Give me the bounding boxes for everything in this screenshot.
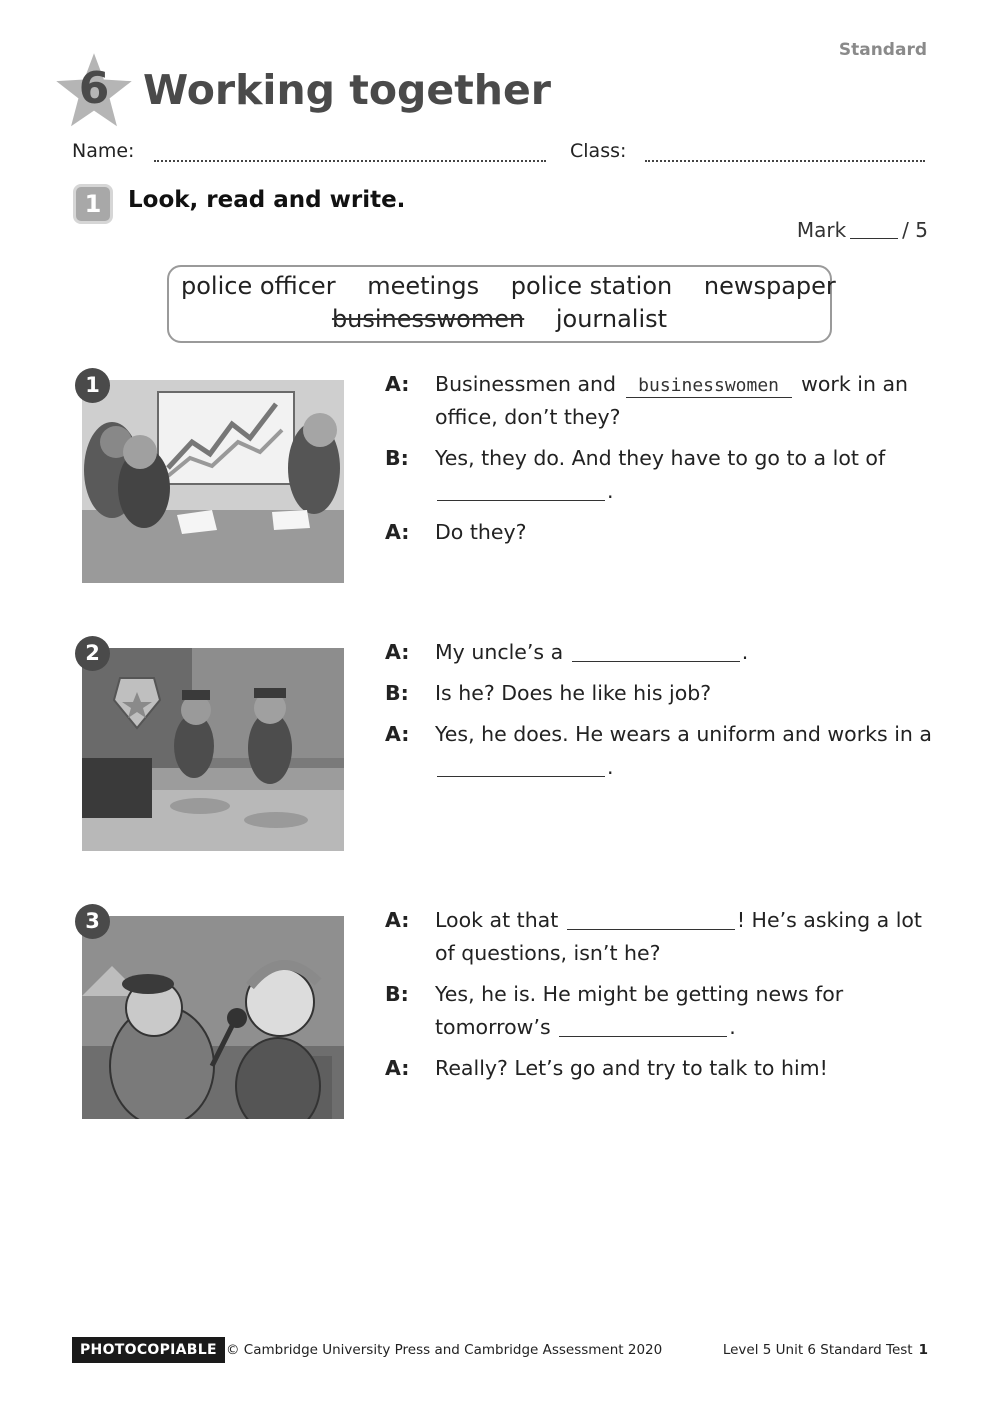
name-class-row xyxy=(72,140,928,166)
answer-blank[interactable] xyxy=(437,479,605,501)
name-field[interactable] xyxy=(154,160,546,162)
line-text: Yes, they do. And they have to go to a lot of xyxy=(435,446,886,470)
word-bank-row-1 xyxy=(169,272,836,300)
dialog-line xyxy=(385,1052,935,1085)
speaker-label: B: xyxy=(385,681,409,705)
exercise-item-3 xyxy=(75,904,935,1124)
line-text: . xyxy=(741,640,749,664)
line-text: . xyxy=(607,479,614,503)
dialog-line xyxy=(385,677,935,710)
level-label: Standard xyxy=(838,40,927,60)
name-label: Name: xyxy=(72,140,135,162)
mark-field[interactable] xyxy=(850,238,898,239)
page-title: Working together xyxy=(143,66,552,114)
test-label xyxy=(723,1342,928,1358)
line-text: Is he? Does he like his job? xyxy=(435,681,712,705)
answer-blank[interactable] xyxy=(437,755,605,777)
police-officers-picture xyxy=(82,648,344,851)
line-text: Yes, he is. He might be getting news for tomorrow’s xyxy=(435,982,844,1039)
item-number-badge: 3 xyxy=(75,904,110,939)
word-bank xyxy=(167,265,836,343)
speaker-label: B: xyxy=(385,446,409,470)
dialog-line xyxy=(385,368,935,434)
dialog-line xyxy=(385,718,935,784)
footer xyxy=(72,1337,928,1365)
speaker-label: A: xyxy=(385,640,410,664)
answer-blank[interactable] xyxy=(559,1015,727,1037)
item-number-badge: 2 xyxy=(75,636,110,671)
line-text: . xyxy=(729,1015,736,1039)
word-bank-item: newspaper xyxy=(703,272,836,300)
test-name: Level 5 Unit 6 Standard Test xyxy=(722,1342,913,1358)
answer-blank[interactable] xyxy=(567,908,735,930)
speaker-label: A: xyxy=(385,520,410,544)
unit-number: 6 xyxy=(78,63,110,114)
word-bank-item-used: businesswomen xyxy=(331,305,525,333)
speaker-label: A: xyxy=(385,1056,410,1080)
mark-total: / 5 xyxy=(902,218,928,242)
answer-blank-filled[interactable]: businesswomen xyxy=(626,375,792,398)
exercise-item-2 xyxy=(75,636,935,856)
speaker-label: A: xyxy=(385,372,410,396)
line-text: Yes, he does. He wears a uniform and works in a xyxy=(435,722,932,746)
mark-score xyxy=(797,218,928,242)
answer-blank[interactable] xyxy=(572,640,740,662)
dialog xyxy=(385,904,935,1093)
word-bank-item: police station xyxy=(510,272,673,300)
dialog xyxy=(385,368,935,557)
class-label: Class: xyxy=(570,140,627,162)
speaker-label: A: xyxy=(385,722,410,746)
line-text: Businessmen and xyxy=(435,372,617,396)
page-number: 1 xyxy=(918,1342,928,1358)
task-instruction: Look, read and write. xyxy=(128,187,406,213)
line-text: work in an office, don’t they? xyxy=(435,372,909,429)
dialog-line xyxy=(385,442,935,508)
item-number-badge: 1 xyxy=(75,368,110,403)
word-bank-row-2 xyxy=(169,305,830,333)
copyright-text: © Cambridge University Press and Cambridge Assessment 2020 xyxy=(226,1342,663,1358)
word-bank-item: police officer xyxy=(181,272,336,300)
speaker-label: A: xyxy=(385,908,410,932)
office-meeting-picture xyxy=(82,380,344,583)
dialog-line xyxy=(385,516,935,549)
photocopiable-badge: PHOTOCOPIABLE xyxy=(72,1337,225,1363)
task-number-badge: 1 xyxy=(73,184,113,224)
line-text: Look at that xyxy=(435,908,559,932)
mark-label: Mark xyxy=(796,218,847,242)
dialog-line xyxy=(385,636,935,669)
line-text: Really? Let’s go and try to talk to him! xyxy=(435,1056,828,1080)
speaker-label: B: xyxy=(385,982,409,1006)
line-text: . xyxy=(607,755,614,779)
line-text: My uncle’s a xyxy=(435,640,564,664)
dialog xyxy=(385,636,935,792)
class-field[interactable] xyxy=(645,160,925,162)
journalist-interview-picture xyxy=(82,916,344,1119)
line-text: ! He’s asking a lot of questions, isn’t he? xyxy=(435,908,922,965)
word-bank-item: journalist xyxy=(555,305,668,333)
dialog-line xyxy=(385,978,935,1044)
line-text: Do they? xyxy=(435,520,527,544)
exercise-item-1 xyxy=(75,368,935,588)
word-bank-item: meetings xyxy=(367,272,480,300)
dialog-line xyxy=(385,904,935,970)
